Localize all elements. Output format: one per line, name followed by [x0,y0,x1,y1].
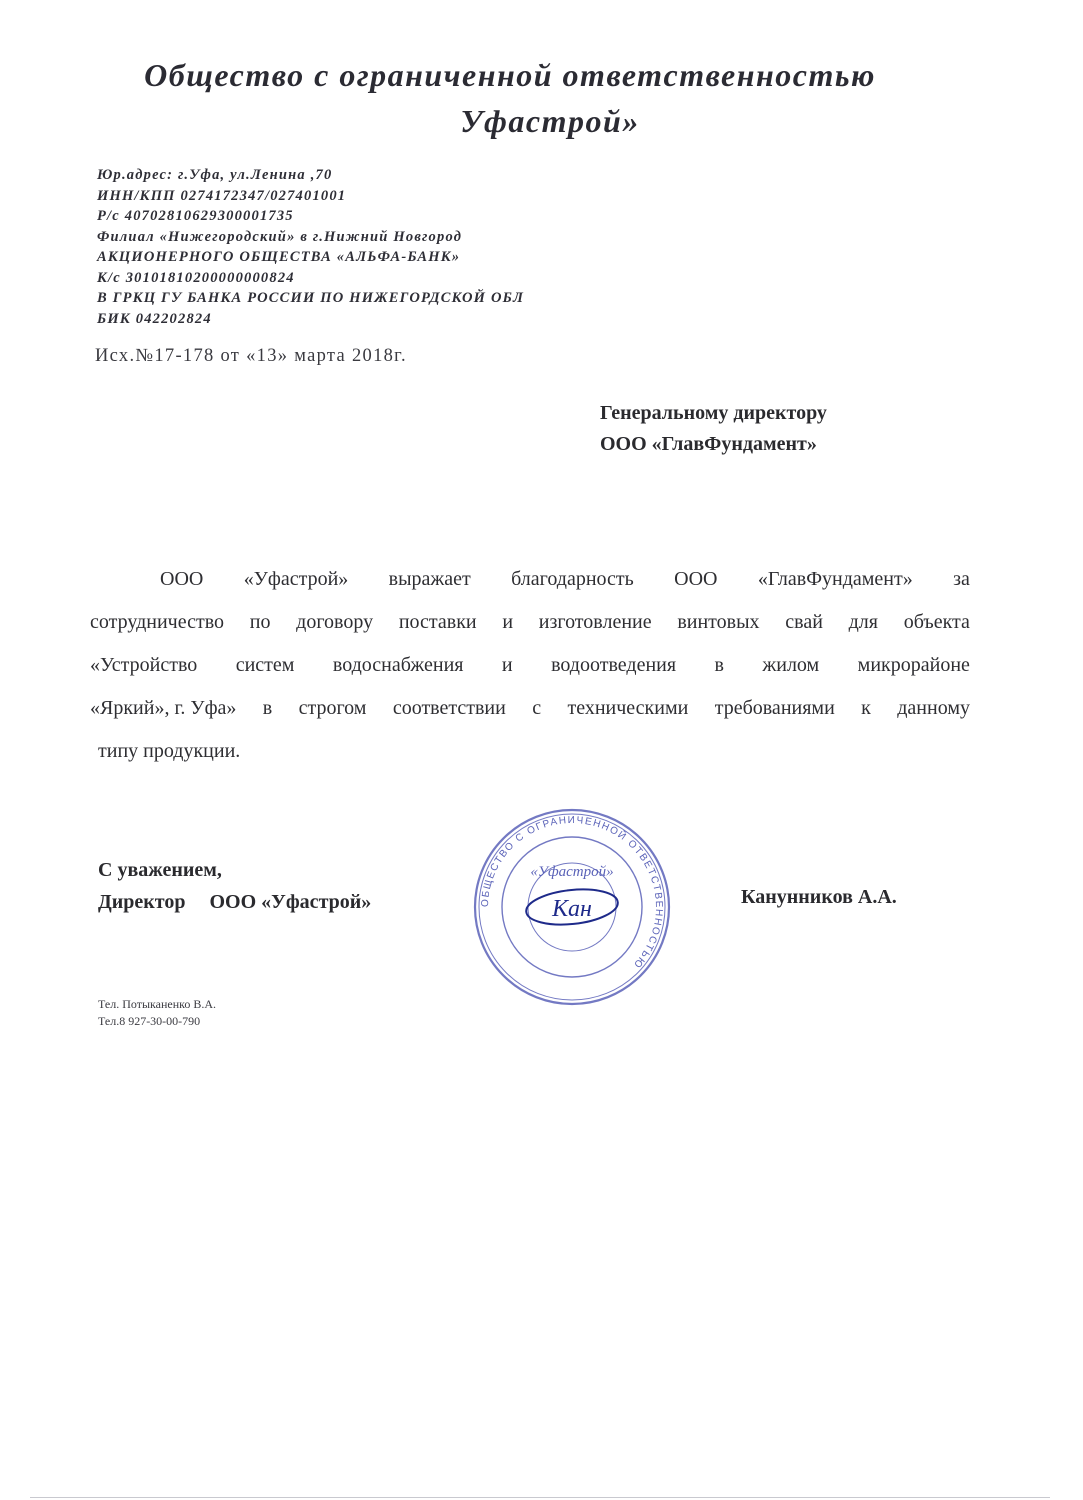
body-word: сотрудничество [90,611,225,633]
requisite-line: К/с 30101810200000000824 [97,269,295,286]
body-word: свай [785,611,823,633]
addressee-company: ООО «ГлавФундамент» [600,433,817,455]
body-word: техническими [567,697,689,719]
body-word: изготовление [538,611,652,633]
body-word: в [714,654,724,676]
body-line-4 [90,687,970,730]
seal-graphic [471,806,673,1008]
body-line-3 [90,644,970,687]
body-word: поставки [398,611,477,633]
body-word: договору [296,611,374,633]
company-seal-stamp [471,806,673,1008]
signature-mark [524,885,619,928]
body-word: и [501,654,513,676]
contact-person: Тел. Потыканенко В.А. [98,997,217,1011]
body-word: «Устройство [90,654,198,676]
body-word: за [953,568,970,590]
body-word: систем [235,654,295,676]
body-word: ООО [160,568,204,590]
body-word: к [861,697,871,719]
body-word: в [262,697,273,719]
closing-regards: С уважением, [98,859,222,881]
body-word: благодарность [511,568,634,590]
body-word: строгом [298,697,367,719]
body-word: с [532,697,542,719]
body-word: соответствии [392,697,506,719]
closing-block [98,854,371,918]
body-word: винтовых [677,611,760,633]
addressee-position: Генеральному директору [600,402,827,424]
contact-phone: Тел.8 927-30-00-790 [98,1014,201,1028]
requisite-line: ИНН/КПП 0274172347/027401001 [97,187,347,204]
body-line-5: типу продукции. [98,740,241,762]
body-word: водоотведения [551,654,677,676]
signer-name: Канунников А.А. [741,886,897,908]
outgoing-reference: Исх.№17-178 от «13» марта 2018г. [95,346,407,366]
body-word: «ГлавФундамент» [757,568,913,590]
body-word: ООО [674,568,718,590]
body-word: водоснабжения [332,654,464,676]
requisite-line: Р/с 40702810629300001735 [97,208,294,224]
seal-outer-text: ОБЩЕСТВО С ОГРАНИЧЕННОЙ ОТВЕТСТВЕННОСТЬЮ [479,814,665,971]
body-word: данному [897,697,970,719]
body-line-1 [90,558,970,601]
body-word: требованиями [714,697,835,719]
requisite-line: Филиал «Нижегородский» в г.Нижний Новгород [97,228,463,245]
body-word: жилом [762,654,820,676]
body-word: для [848,611,878,633]
requisite-line: В ГРКЦ ГУ БАНКА РОССИИ ПО НИЖЕГОРДСКОЙ ОБЛ [97,290,525,306]
body-word: микрорайоне [857,654,970,676]
company-title [70,52,950,144]
company-title-line1: Общество с ограниченной ответственностью [144,57,876,93]
body-line-2 [90,601,970,644]
body-word: и [502,611,514,633]
company-title-line2: Уфастрой» [460,103,640,139]
body-word: выражает [388,568,471,590]
contact-info [98,996,216,1030]
scan-edge-line [30,1497,1050,1498]
closing-position: Директор [98,891,186,913]
requisite-line: Юр.адрес: г.Уфа, ул.Ленина ,70 [97,167,333,183]
seal-center-text: «Уфастрой» [530,864,614,880]
closing-company: ООО «Уфастрой» [209,891,372,913]
bank-requisites [97,165,524,329]
closing-position-line [98,886,371,918]
signature-text: Кан [552,896,592,922]
body-word: по [249,611,271,633]
requisite-line: БИК 042202824 [97,310,212,327]
body-word: «Уфастрой» [243,568,349,590]
body-word: объекта [903,611,970,633]
body-word: «Яркий», г. Уфа» [90,697,237,719]
requisite-line: АКЦИОНЕРНОГО ОБЩЕСТВА «АЛЬФА-БАНК» [97,249,461,265]
addressee-block [600,398,827,460]
letter-body [90,558,970,773]
